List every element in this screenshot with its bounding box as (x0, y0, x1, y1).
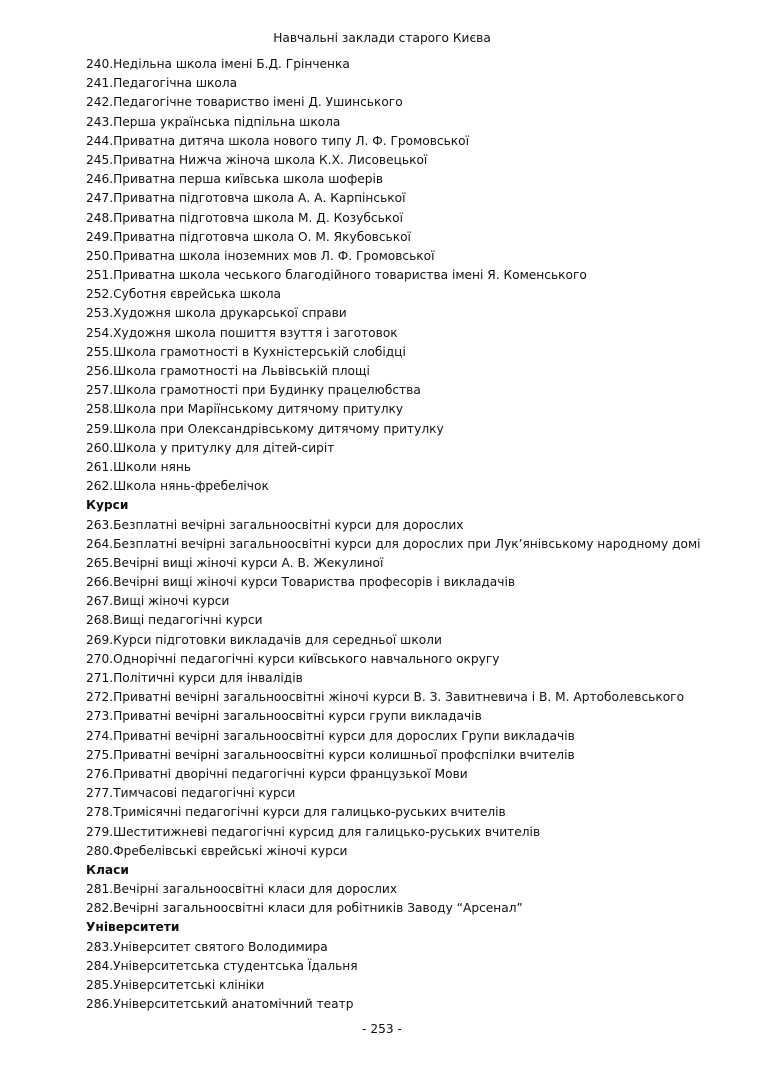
list-item: 266.Вечірні вищі жіночі курси Товариства професорів і викладачів (86, 575, 516, 590)
list-item: 271.Політичні курси для інвалідів (86, 671, 303, 685)
list-item: 253.Художня школа друкарської справи (86, 306, 347, 321)
list-item: 272.Приватні вечірні загальноосвітні жіночі курси В. З. Завитневича і В. М. Артоболевського (86, 690, 685, 705)
list-item: 262.Школа нянь-фребелічок (86, 479, 269, 494)
list-item: 264.Безплатні вечірні загальноосвітні курси для дорослих при Лук’янівському народному домі (86, 536, 701, 551)
list-item: 276.Приватні дворічні педагогічні курси французької Мови (86, 766, 468, 781)
list-item: 248.Приватна підготовча школа М. Д. Козубської (86, 210, 403, 225)
list-item: 245.Приватна Нижча жіноча школа К.Х. Лисовецької (86, 152, 428, 167)
list-item: 275.Приватні вечірні загальноосвітні курси колишньої профспілки вчителів (86, 747, 575, 762)
list-item: 246.Приватна перша київська школа шоферів (86, 172, 384, 187)
list-item: 274.Приватні вечірні загальноосвітні курси для дорослих Групи викладачів (86, 728, 575, 743)
section-heading: Університети (86, 920, 180, 935)
list-item: 278.Тримісячні педагогічні курси для галицько-руських вчителів (86, 805, 506, 820)
list-item: 261.Школи нянь (86, 459, 192, 474)
list-item: 242.Педагогічне товариство імені Д. Ушинського (86, 95, 403, 110)
list-item: 273.Приватні вечірні загальноосвітні курси групи викладачів (86, 709, 482, 724)
list-item: 254.Художня школа пошиття взуття і заготовок (86, 325, 398, 340)
list-item: 243.Перша українська підпільна школа (86, 114, 341, 129)
list-item: 286.Університетський анатомічний театр (86, 997, 354, 1012)
list-item: 260.Школа у притулку для дітей-сиріт (86, 440, 335, 455)
page-number: - 253 - (362, 1022, 402, 1036)
list-item: 259.Школа при Олександрівському дитячому притулку (86, 421, 444, 436)
list-item: 241.Педагогічна школа (86, 76, 238, 91)
list-item: 281.Вечірні загальноосвітні класи для дорослих (86, 882, 398, 897)
section-heading: Класи (86, 862, 129, 877)
section-heading: Курси (86, 498, 129, 513)
list-item: 265.Вечірні вищі жіночі курси А. В. Жекулиної (86, 555, 384, 570)
list-item: 282.Вечірні загальноосвітні класи для робітників Заводу “Арсенал” (86, 901, 523, 916)
list-item: 285.Університетські клініки (86, 978, 265, 992)
list-item: 267.Вищі жіночі курси (86, 594, 230, 609)
list-item: 270.Однорічні педагогічні курси київського навчального округу (86, 651, 500, 666)
list-item: 283.Університет святого Володимира (86, 939, 328, 954)
document-body (86, 55, 726, 1014)
list-item: 269.Курси підготовки викладачів для середньої школи (86, 632, 442, 647)
list-item: 257.Школа грамотності при Будинку працелюбства (86, 383, 421, 398)
list-item: 280.Фребелівські єврейські жіночі курси (86, 843, 348, 858)
list-item: 252.Суботня єврейська школа (86, 287, 281, 302)
list-item: 251.Приватна школа чеського благодійного товариства імені Я. Коменського (86, 268, 587, 283)
list-item: 249.Приватна підготовча школа О. М. Якубовської (86, 229, 411, 244)
list-item: 263.Безплатні вечірні загальноосвітні курси для дорослих (86, 517, 464, 532)
list-item: 258.Школа при Маріїнському дитячому притулку (86, 402, 404, 417)
list-item: 277.Тимчасові педагогічні курси (86, 786, 296, 801)
list-item: 268.Вищі педагогічні курси (86, 613, 263, 628)
list-item: 284.Університетська студентська Їдальня (86, 958, 358, 973)
list-item: 247.Приватна підготовча школа А. А. Карпінської (86, 191, 406, 206)
list-item: 244.Приватна дитяча школа нового типу Л. Ф. Громовської (86, 133, 470, 148)
list-item: 255.Школа грамотності в Кухністерській слобідці (86, 344, 406, 359)
list-item: 240.Недільна школа імені Б.Д. Грінченка (86, 57, 350, 71)
list-item: 256.Школа грамотності на Львівській площі (86, 364, 370, 378)
page-header-title: Навчальні заклади старого Києва (273, 31, 491, 45)
list-item: 250.Приватна школа іноземних мов Л. Ф. Громовської (86, 248, 435, 263)
list-item: 279.Шеститижневі педагогічні курсид для галицько-руських вчителів (86, 824, 541, 839)
